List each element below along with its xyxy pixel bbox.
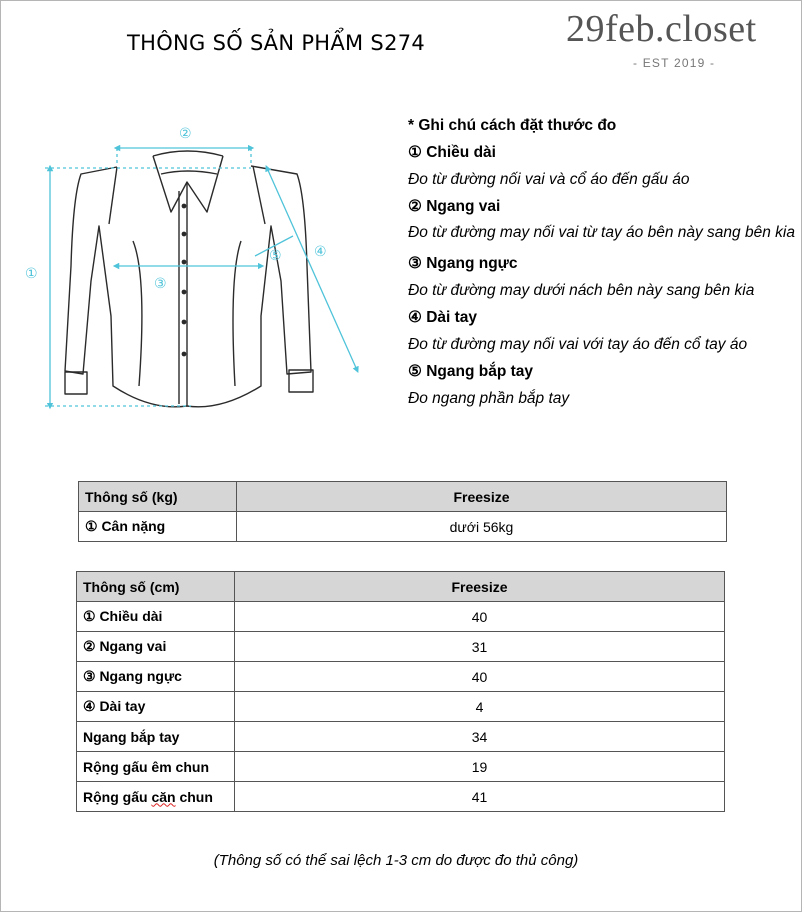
note-title-shoulder: ② Ngang vai: [408, 198, 501, 215]
marker-sleeve: ④: [314, 244, 327, 260]
spellcheck-word: căn: [151, 788, 176, 805]
note-desc-shoulder: Đo từ đường may nối vai từ tay áo bên này sang bên kia: [408, 224, 795, 241]
brand-est: - EST 2019 -: [633, 56, 716, 70]
label-part: chun: [175, 788, 213, 805]
table-row: [77, 692, 725, 722]
table-row: [77, 752, 725, 782]
row-label: Ngang bắp tay: [77, 722, 235, 752]
note-title-sleeve: ④ Dài tay: [408, 309, 478, 326]
note-title-length: ① Chiều dài: [408, 144, 496, 161]
marker-bicep: ⑤: [269, 248, 282, 264]
row-label: ① Chiều dài: [77, 602, 235, 632]
table-row: [79, 512, 727, 542]
measure-sleeve-line: [267, 168, 357, 370]
row-value: 31: [235, 632, 725, 662]
notes-heading: * Ghi chú cách đặt thước đo: [408, 117, 617, 134]
table-row: [77, 662, 725, 692]
table-row: [77, 722, 725, 752]
table-row: [77, 602, 725, 632]
header-cell: Freesize: [237, 482, 727, 512]
marker-chest: ③: [154, 276, 167, 292]
footnote: (Thông số có thể sai lệch 1-3 cm do được đo thủ công): [213, 852, 579, 869]
note-desc-sleeve: Đo từ đường may nối vai với tay áo đến cổ tay áo: [408, 336, 748, 353]
weight-table: [78, 481, 727, 542]
row-label: ③ Ngang ngực: [77, 662, 235, 692]
row-label: Rộng gấu êm chun: [77, 752, 235, 782]
row-value: 40: [235, 662, 725, 692]
table-header-row: [77, 572, 725, 602]
table-header-row: [79, 482, 727, 512]
marker-shoulder: ②: [179, 126, 192, 142]
row-value: 41: [235, 782, 725, 812]
header-cell: Thông số (cm): [77, 572, 235, 602]
row-label: ① Cân nặng: [79, 512, 237, 542]
table-row: [77, 632, 725, 662]
row-value: 40: [235, 602, 725, 632]
header-cell: Thông số (kg): [79, 482, 237, 512]
button-icons: [182, 204, 187, 357]
header-cell: Freesize: [235, 572, 725, 602]
label-part: Rộng gấu: [83, 788, 152, 805]
row-value: dưới 56kg: [237, 512, 727, 542]
note-desc-length: Đo từ đường nối vai và cổ áo đến gấu áo: [408, 171, 690, 188]
row-value: 34: [235, 722, 725, 752]
size-table: [76, 571, 725, 812]
note-desc-bicep: Đo ngang phần bắp tay: [408, 390, 570, 407]
note-desc-chest: Đo từ đường may dưới nách bên này sang bên kia: [408, 282, 755, 299]
marker-length: ①: [25, 266, 38, 282]
note-title-bicep: ⑤ Ngang bắp tay: [408, 363, 533, 380]
row-value: 19: [235, 752, 725, 782]
row-label: ② Ngang vai: [77, 632, 235, 662]
shirt-diagram: [21, 116, 391, 416]
table-row: [77, 782, 725, 812]
brand-logo: 29feb.closet: [566, 8, 757, 50]
shirt-outline-icon: [65, 151, 313, 407]
row-label: ④ Dài tay: [77, 692, 235, 722]
row-value: 4: [235, 692, 725, 722]
measurement-notes: [408, 116, 798, 416]
page-title: THÔNG SỐ SẢN PHẨM S274: [127, 31, 426, 55]
row-label: [77, 782, 235, 812]
note-title-chest: ③ Ngang ngực: [408, 255, 518, 272]
